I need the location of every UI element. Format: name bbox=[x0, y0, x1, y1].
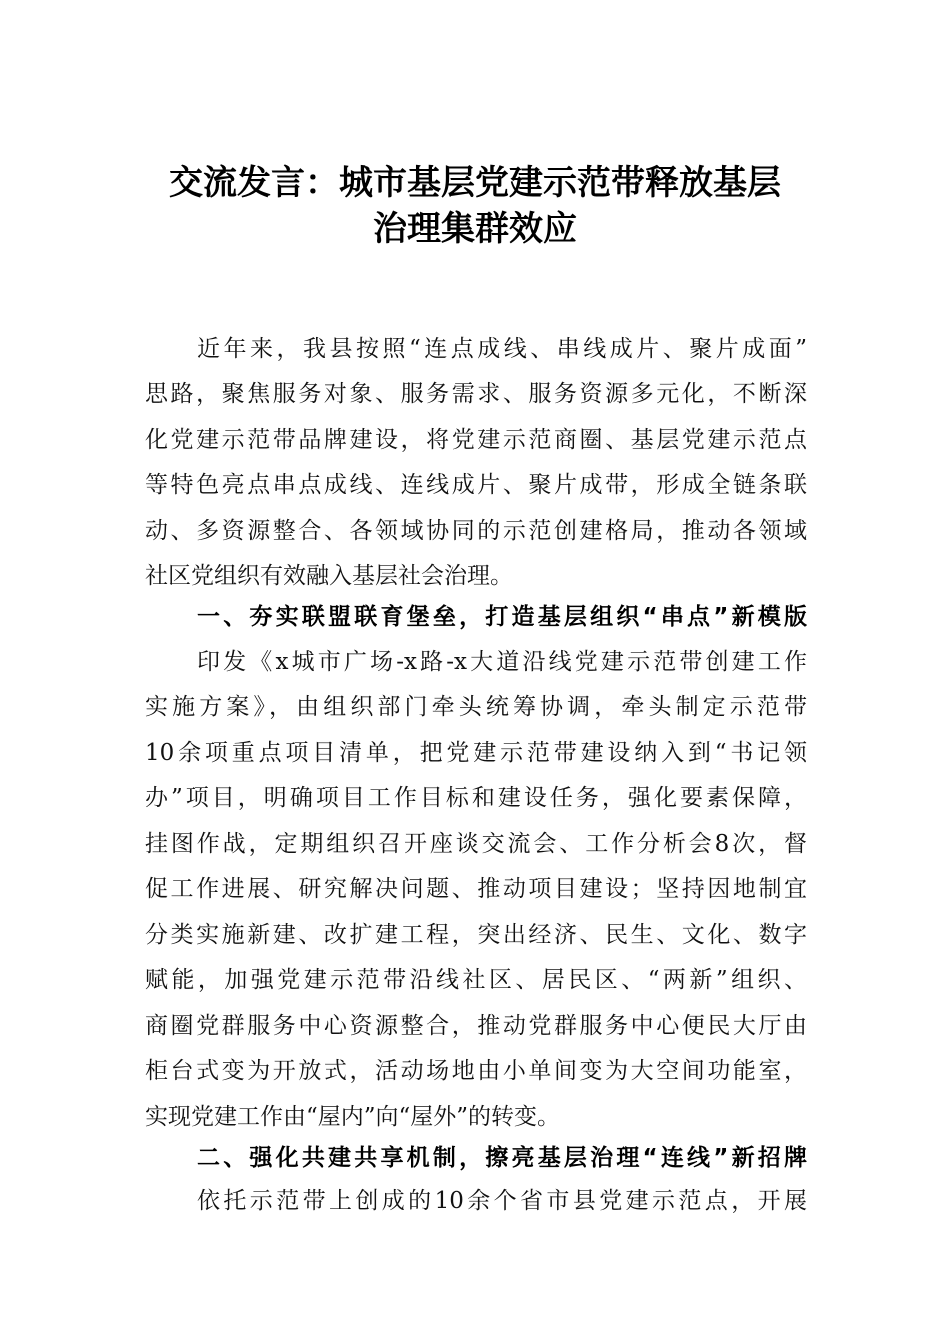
paragraph-line: 依托示范带上创成的10余个省市县党建示范点，开展 bbox=[197, 1188, 807, 1214]
paragraph-line: 实施方案》，由组织部门牵头统筹协调，牵头制定示范带 bbox=[145, 694, 807, 720]
paragraph-line: 柜台式变为开放式，活动场地由小单间变为大空间功能室， bbox=[145, 1058, 807, 1084]
paragraph-line: 近年来，我县按照“连点成线、串线成片、聚片成面” bbox=[197, 336, 807, 362]
paragraph-line: 化党建示范带品牌建设，将党建示范商圈、基层党建示范点 bbox=[145, 427, 807, 453]
paragraph-line: 实现党建工作由“屋内”向“屋外”的转变。 bbox=[145, 1104, 561, 1130]
paragraph-line: 等特色亮点串点成线、连线成片、聚片成带，形成全链条联 bbox=[145, 472, 807, 498]
paragraph-line: 印发《x城市广场-x路-x大道沿线党建示范带创建工作 bbox=[197, 649, 807, 675]
paragraph-line: 促工作进展、研究解决问题、推动项目建设；坚持因地制宜 bbox=[145, 876, 807, 902]
paragraph-line: 商圈党群服务中心资源整合，推动党群服务中心便民大厅由 bbox=[145, 1013, 807, 1039]
paragraph-line: 社区党组织有效融入基层社会治理。 bbox=[145, 563, 513, 589]
paragraph-line: 办”项目，明确项目工作目标和建设任务，强化要素保障， bbox=[145, 785, 807, 811]
section-heading-2: 二、强化共建共享机制，擦亮基层治理“连线”新招牌 bbox=[197, 1145, 807, 1171]
document-title-line-1: 交流发言：城市基层党建示范带释放基层 bbox=[169, 163, 781, 203]
paragraph-line: 动、多资源整合、各领域协同的示范创建格局，推动各领域 bbox=[145, 518, 807, 544]
section-heading-1: 一、夯实联盟联育堡垒，打造基层组织“串点”新模版 bbox=[197, 604, 807, 630]
paragraph-line: 挂图作战，定期组织召开座谈交流会、工作分析会8次，督 bbox=[145, 831, 807, 857]
paragraph-line: 分类实施新建、改扩建工程，突出经济、民生、文化、数字 bbox=[145, 922, 807, 948]
document-title-line-2: 治理集群效应 bbox=[373, 209, 577, 249]
paragraph-line: 10余项重点项目清单，把党建示范带建设纳入到“书记领 bbox=[145, 740, 807, 766]
paragraph-line: 思路，聚焦服务对象、服务需求、服务资源多元化，不断深 bbox=[145, 381, 807, 407]
paragraph-line: 赋能，加强党建示范带沿线社区、居民区、“两新”组织、 bbox=[145, 967, 807, 993]
